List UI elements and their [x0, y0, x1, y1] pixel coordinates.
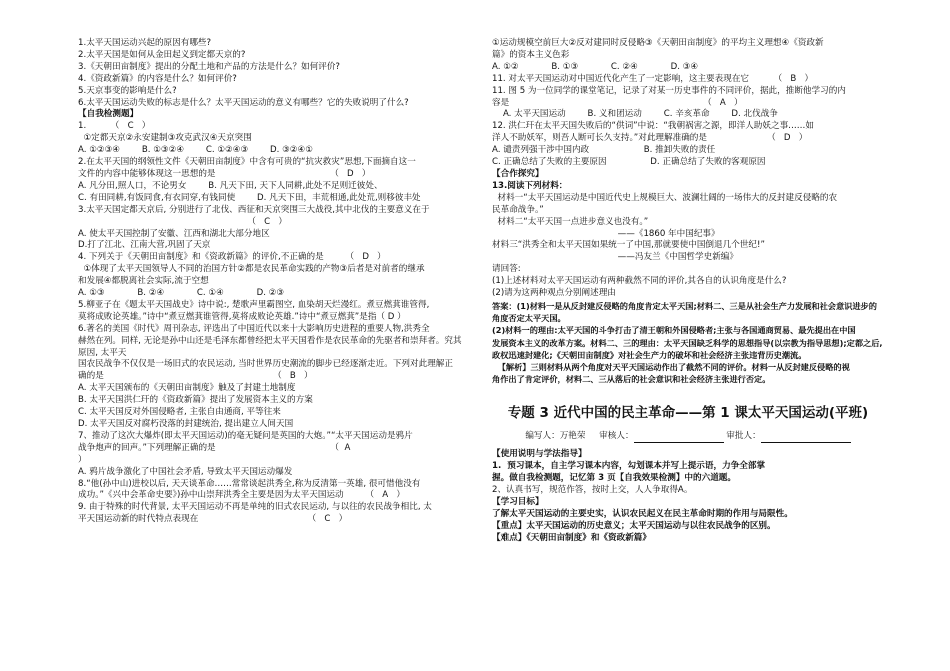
approver-blank	[761, 433, 851, 443]
guide-text-line: 了解太平天国运动的主要史实，认识农民起义在民主革命时期的作用与局限性。	[492, 508, 793, 519]
left-text-line: 文件的内容中能够体现这一思想的是 （ D ）	[78, 168, 371, 179]
left-text-line: 3.《天朝田亩制度》提出的分配土地和产品的方法是什么？如何评价?	[78, 61, 340, 72]
editor-label: 编写人：万艳荣	[525, 431, 586, 442]
right-text-line: 篇》的资本主义色彩	[492, 49, 570, 60]
left-text-line: A. 使太平天国控制了安徽、江西和湖北大部分地区	[78, 228, 270, 239]
right-text-line: 12. 洪仁玕在太平天国失败后的“供词”中说：“我朝祸害之源，即洋人助妖之事……如	[492, 121, 814, 132]
left-text-line: A. 凡分田,照人口，不论男女 B. 凡天下田, 天下人同耕,此处不足则迁彼处、	[78, 180, 383, 191]
left-text-line: 赫然在列。同样, 无论是孙中山还是毛泽东都曾经把太平天国看作是农民革命的先驱者和崇拜者。究其原因, 太平天	[78, 335, 462, 358]
approver-label: 审批人：	[726, 431, 761, 442]
left-text-line: 5.天京事变的影响是什么?	[78, 85, 177, 96]
right-text-line: (2)材料一的理由:太平天国的斗争打击了清王朝和外国侵略者;主张与各国通商贸易、最先提出在中国	[492, 325, 856, 336]
left-text-line: D. 太平天国反对腐朽没落的封建统治, 提出建立人间天国	[78, 419, 294, 429]
right-text-line: 材料三“洪秀全和太平天国如果统一了中国,那就要使中国倒退几个世纪!”	[492, 240, 765, 251]
right-text-line: 洋人不助妖军，则吾人断可长久支持。”对此理解准确的是 （ D ）	[492, 133, 808, 144]
left-text-line: C. 太平天国反对外国侵略者, 主张自由通商, 平等往来	[78, 407, 281, 418]
left-text-line: 6.著名的美国《时代》周刊杂志, 评选出了中国近代以来十大影响历史进程的重要人物,洪秀全	[78, 323, 430, 334]
right-text-line: 角作出了肯定评价，材料二、三从落后的社会意识和社会经济主张进行否定。	[492, 374, 771, 385]
right-text-line: ——冯友兰《中国哲学史新编》	[492, 252, 738, 263]
left-text-line: 9. 由于特殊的时代背景, 太平天国运动不再是单纯的旧式农民运动, 与以往的农民战争相比, 太	[78, 502, 432, 513]
right-column	[492, 38, 884, 545]
left-text-line: 1. （ C ）	[78, 121, 151, 132]
left-text-line: A. 太平天国颁布的《天朝田亩制度》触及了封建土地制度	[78, 383, 296, 394]
left-text-line: 6.太平天国运动失败的标志是什么？太平天国运动的意义有哪些？它的失败说明了什么?	[78, 97, 409, 108]
left-text-line: 平天国运动新的时代特点表现在 （ C ）	[78, 514, 348, 525]
right-question-lines	[492, 38, 884, 385]
right-text-line: (1)上述材料对太平天国运动有两种截然不同的评价,其各自的认识角度是什么?	[492, 276, 787, 287]
left-text-line: 和发展④都脱离社会实际,流于空想	[78, 276, 209, 287]
right-text-line: 11. 对太平天国运动对中国近代化产生了一定影响，这主要表现在它 （ B ）	[492, 73, 814, 84]
right-text-line: 【解析】三则材料从两个角度对天平天国运动作出了截然不同的评价。材料一从反封建反侵略的视	[492, 361, 850, 372]
left-text-line: D.打了江北、江南大营,巩固了天京	[78, 240, 211, 251]
guide-text-line: 2、认真书写，规范作答，按时上交，人人争取得A。	[492, 484, 693, 495]
right-text-line: 发展资本主义的改革方案。材料二、三的理由：太平天国缺乏科学的思想指导(以宗教为指导思想);定都之后,	[492, 337, 883, 348]
guide-text-line: 【重点】太平天国运动的历史意义；太平天国运动与以往农民战争的区别。	[492, 520, 776, 531]
signature-row	[492, 431, 884, 443]
left-text-line: ①体现了太平天国领导人不同的治国方针②都是农民革命实践的产物③后者是对前者的继承	[78, 264, 425, 275]
right-text-line: 政权迅速封建化;《天朝田亩制度》对社会生产力的破坏和社会经济主张违背历史潮流。	[492, 349, 807, 360]
lesson-title: 专题 3 近代中国的民主革命——第 1 课太平天国运动(平班)	[507, 405, 869, 422]
left-text-line: 【自我检测题】	[78, 109, 139, 120]
left-text-line: 战争炮声的回声。”下列理解正确的是 （ A	[78, 442, 351, 453]
right-text-line: 13.阅读下列材料：	[492, 180, 568, 191]
left-text-line: 4.《资政新篇》的内容是什么？如何评价?	[78, 73, 237, 84]
left-text-line: ①定都天京②永安建制③攻克武汉④天京突围	[78, 133, 252, 144]
reviewer-label: 审核人：	[599, 431, 634, 442]
left-text-line: 莫将成败论英雄。”诗中“煮豆燃萁谁管得,莫将成败论英雄.”诗中“煮豆燃萁”是指（ D ）	[78, 311, 406, 322]
left-text-line: B. 太平天国洪仁玕的《资政新篇》提出了发展资本主义的方案	[78, 395, 313, 406]
guide-text-line: 【使用说明与学法指导】	[492, 449, 587, 460]
left-text-line: 1.太平天国运动兴起的原因有哪些?	[78, 38, 212, 48]
left-text-line: A. ①③ B. ②④ C. ①④ D. ②③	[78, 288, 285, 299]
lesson-guide-lines	[492, 449, 884, 544]
left-text-line: 国农民战争不仅仅是一场旧式的农民运动, 当时世界历史潮流的脚步已经逐渐走近。下列对此理解正	[78, 359, 453, 370]
guide-text-line: 握。做自我检测题，记忆第 3 页【自我效果检测】中的六道题。	[492, 473, 736, 484]
guide-text-line: 【学习目标】	[492, 496, 544, 507]
right-text-line: 角度否定太平天国。	[492, 313, 566, 324]
left-text-line: 2.太平天国是如何从金田起义到定都天京的?	[78, 49, 246, 60]
left-text-line: 2.在太平天国的纲领性文件《天朝田亩制度》中含有可贵的“抗灾救灾”思想,下面摘自这一	[78, 157, 416, 168]
left-text-line: C. 有田同耕,有饭同食,有衣同穿,有钱同使 D. 凡天下田，丰荒相通,此处荒,则移彼丰处	[78, 192, 421, 203]
left-text-line: A. 鸦片战争激化了中国社会矛盾, 导致太平天国运动爆发	[78, 466, 293, 477]
right-text-line: 请回答:	[492, 264, 521, 275]
left-text-line: 4. 下列关于《天朝田亩制度》和《资政新篇》的评价,不正确的是 （ D ）	[78, 252, 386, 263]
right-text-line: ①运动规模空前巨大②反对建同时反侵略③《天朝田亩制度》的平均主义理想④《资政新	[492, 38, 824, 48]
right-text-line: 容是 （ A ）	[492, 97, 743, 108]
right-text-line: (2)请为这两种观点分别阐述理由	[492, 288, 616, 299]
right-text-line: 答案：(1)材料一是从反封建反侵略的角度肯定太平天国;材料二、三是从社会生产力发展和社会意识进步的	[492, 300, 877, 311]
right-text-line: ——《1860 年中国纪事》	[492, 228, 720, 239]
left-column	[78, 38, 464, 526]
reviewer-blank	[634, 433, 724, 443]
left-text-line: 3.太平天国定都天京后, 分别进行了北伐、西征和天京突围三大战役,其中北伐的主要意义在于	[78, 204, 430, 215]
right-text-line: C. 正确总结了失败的主要原因 D. 正确总结了失败的客观原因	[492, 157, 766, 168]
left-text-line: 8.“他(孙中山)进校以后, 天天谈革命……常常谈起洪秀全,称为反清第一英雄, 很可惜他没有	[78, 478, 421, 489]
right-text-line: 11. 图 5 为一位同学的课堂笔记，记录了对某一历史事件的不同评价，据此，推断他学习的内	[492, 85, 846, 96]
left-text-line: 5.柳亚子在《题太平天国战史》诗中说:, 楚歌声里霸图空, 血染胡天烂漫红。煮豆燃萁谁管得,	[78, 299, 430, 310]
right-text-line: 材料一“太平天国运动是中国近代史上规模巨大、波澜壮阔的一场伟大的反封建反侵略的农	[492, 192, 838, 203]
left-text-line: ）	[78, 454, 87, 465]
left-text-line: 确的是 （ B ）	[78, 371, 313, 382]
guide-text-line: 1. 预习课本，自主学习课本内容，勾划课本并写上提示语，力争全部掌	[492, 461, 766, 472]
left-text-line: 成功。”《兴中会革命史要》)孙中山崇拜洪秀全主要是因为太平天国运动 （ A ）	[78, 490, 405, 501]
right-text-line: A. ①② B. ①③ C. ②④ D. ③④	[492, 61, 699, 72]
guide-text-line: 【难点】《天朝田亩制度》和《资政新篇》	[492, 532, 651, 543]
left-text-line: （ C ）	[78, 216, 287, 227]
right-text-line: 【合作探究】	[492, 168, 544, 179]
right-text-line: 材料二“太平天国一点进步意义也没有。”	[492, 216, 649, 227]
left-text-line: A. ①②③④ B. ①③②④ C. ①②④③ D. ③②④①	[78, 145, 313, 156]
left-text-line: 7、推动了这次大爆炸(即太平天国运动)的毫无疑问是英国的大炮。”“太平天国运动是鸦片	[78, 430, 413, 441]
right-text-line: A. 谴责列强干涉中国内政 B. 推卸失败的责任	[492, 145, 716, 156]
right-text-line: 民革命战争。”	[492, 204, 544, 215]
right-text-line: A. 太平天国运动 B. 义和团运动 C. 辛亥革命 D. 北伐战争	[492, 109, 778, 120]
